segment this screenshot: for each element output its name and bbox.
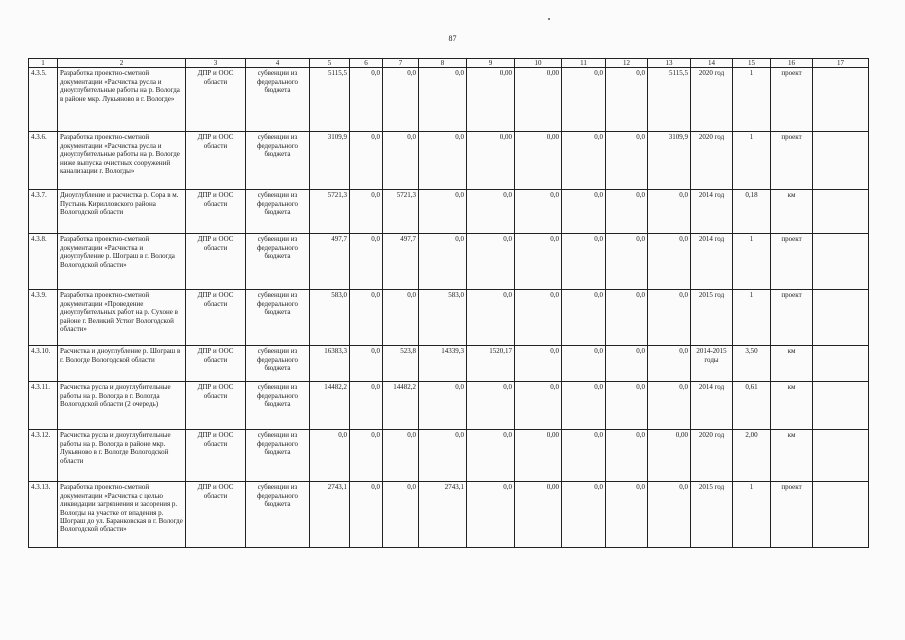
table-row <box>29 430 869 482</box>
cell-col8: 0,0 <box>419 430 467 482</box>
cell-col11: 0,0 <box>562 430 606 482</box>
row-number: 4.3.6. <box>29 132 58 190</box>
cell-col5: 5721,3 <box>310 190 350 234</box>
row-name: Расчистка и дноуглубление р. Шограш в г. Вологде Вологодской области <box>58 346 186 382</box>
cell-period: 2015 год <box>691 290 733 346</box>
cell-col13: 0,0 <box>648 234 691 290</box>
cell-col13: 5115,5 <box>648 68 691 132</box>
cell-col17 <box>813 68 869 132</box>
cell-col7: 14482,2 <box>383 382 419 430</box>
cell-col17 <box>813 346 869 382</box>
table-row <box>29 346 869 382</box>
table-row <box>29 132 869 190</box>
cell-col8: 0,0 <box>419 190 467 234</box>
row-executor: ДПР и ООС области <box>186 382 246 430</box>
cell-period: 2015 год <box>691 482 733 548</box>
cell-col13: 3109,9 <box>648 132 691 190</box>
cell-col8: 14339,3 <box>419 346 467 382</box>
cell-unit: проект <box>771 132 813 190</box>
cell-unit: км <box>771 346 813 382</box>
cell-quantity: 2,00 <box>733 430 771 482</box>
table-row <box>29 482 869 548</box>
cell-col8: 2743,1 <box>419 482 467 548</box>
cell-col7: 497,7 <box>383 234 419 290</box>
cell-quantity: 1 <box>733 290 771 346</box>
row-executor: ДПР и ООС области <box>186 68 246 132</box>
cell-col12: 0,0 <box>606 190 648 234</box>
cell-col17 <box>813 290 869 346</box>
cell-col7: 0,0 <box>383 430 419 482</box>
cell-col9: 0,0 <box>467 190 515 234</box>
cell-col12: 0,0 <box>606 234 648 290</box>
cell-col13: 0,0 <box>648 482 691 548</box>
cell-col17 <box>813 190 869 234</box>
cell-quantity: 1 <box>733 234 771 290</box>
cell-quantity: 0,61 <box>733 382 771 430</box>
budget-table <box>28 58 869 548</box>
cell-col13: 0,00 <box>648 430 691 482</box>
table-row <box>29 382 869 430</box>
column-header: 1 <box>29 59 58 68</box>
cell-unit: проект <box>771 68 813 132</box>
cell-col10: 0,0 <box>515 290 562 346</box>
cell-col11: 0,0 <box>562 290 606 346</box>
cell-col9: 0,00 <box>467 132 515 190</box>
row-executor: ДПР и ООС области <box>186 290 246 346</box>
cell-col12: 0,0 <box>606 290 648 346</box>
cell-col7: 5721,3 <box>383 190 419 234</box>
cell-col17 <box>813 430 869 482</box>
cell-col8: 0,0 <box>419 68 467 132</box>
row-executor: ДПР и ООС области <box>186 430 246 482</box>
cell-unit: км <box>771 190 813 234</box>
cell-col10: 0,00 <box>515 482 562 548</box>
cell-unit: проект <box>771 290 813 346</box>
header-row <box>29 59 869 68</box>
row-executor: ДПР и ООС области <box>186 190 246 234</box>
cell-col11: 0,0 <box>562 234 606 290</box>
cell-col11: 0,0 <box>562 190 606 234</box>
cell-col12: 0,0 <box>606 430 648 482</box>
column-header: 17 <box>813 59 869 68</box>
table-row <box>29 190 869 234</box>
cell-col8: 583,0 <box>419 290 467 346</box>
cell-col5: 583,0 <box>310 290 350 346</box>
row-number: 4.3.13. <box>29 482 58 548</box>
cell-period: 2014 год <box>691 190 733 234</box>
cell-quantity: 1 <box>733 68 771 132</box>
row-source: субвенции из федерального бюджета <box>246 346 310 382</box>
cell-col5: 5115,5 <box>310 68 350 132</box>
cell-unit: км <box>771 382 813 430</box>
cell-col13: 0,0 <box>648 346 691 382</box>
cell-quantity: 1 <box>733 132 771 190</box>
cell-col9: 0,0 <box>467 290 515 346</box>
cell-col12: 0,0 <box>606 68 648 132</box>
cell-col6: 0,0 <box>350 68 383 132</box>
cell-col11: 0,0 <box>562 482 606 548</box>
cell-col9: 1520,17 <box>467 346 515 382</box>
column-header: 11 <box>562 59 606 68</box>
cell-col13: 0,0 <box>648 190 691 234</box>
row-source: субвенции из федерального бюджета <box>246 68 310 132</box>
cell-col9: 0,0 <box>467 382 515 430</box>
row-number: 4.3.10. <box>29 346 58 382</box>
row-number: 4.3.12. <box>29 430 58 482</box>
column-header: 8 <box>419 59 467 68</box>
cell-col5: 497,7 <box>310 234 350 290</box>
cell-col10: 0,0 <box>515 346 562 382</box>
row-name: Расчистка русла и дноуглубительные работы на р. Вологда в г. Вологда Вологодской области (2 очередь) <box>58 382 186 430</box>
cell-col5: 16383,3 <box>310 346 350 382</box>
cell-col12: 0,0 <box>606 382 648 430</box>
cell-unit: проект <box>771 234 813 290</box>
cell-col17 <box>813 234 869 290</box>
cell-col12: 0,0 <box>606 132 648 190</box>
column-header: 10 <box>515 59 562 68</box>
scan-speck <box>548 18 550 20</box>
column-header: 13 <box>648 59 691 68</box>
cell-quantity: 0,18 <box>733 190 771 234</box>
row-executor: ДПР и ООС области <box>186 132 246 190</box>
cell-col10: 0,0 <box>515 190 562 234</box>
table-row <box>29 68 869 132</box>
cell-col13: 0,0 <box>648 382 691 430</box>
row-source: субвенции из федерального бюджета <box>246 482 310 548</box>
row-source: субвенции из федерального бюджета <box>246 430 310 482</box>
row-number: 4.3.9. <box>29 290 58 346</box>
cell-col7: 0,0 <box>383 68 419 132</box>
cell-col10: 0,00 <box>515 430 562 482</box>
cell-col7: 0,0 <box>383 482 419 548</box>
cell-period: 2020 год <box>691 430 733 482</box>
cell-col13: 0,0 <box>648 290 691 346</box>
row-executor: ДПР и ООС области <box>186 346 246 382</box>
row-executor: ДПР и ООС области <box>186 234 246 290</box>
cell-col6: 0,0 <box>350 190 383 234</box>
row-source: субвенции из федерального бюджета <box>246 132 310 190</box>
cell-col8: 0,0 <box>419 234 467 290</box>
row-name: Разработка проектно-сметной документации «Проведение дноуглубительных работ на р. Сухоне в районе г. Великий Устюг Вологодской области» <box>58 290 186 346</box>
cell-col5: 0,0 <box>310 430 350 482</box>
column-header: 15 <box>733 59 771 68</box>
cell-col11: 0,0 <box>562 382 606 430</box>
cell-col6: 0,0 <box>350 290 383 346</box>
cell-period: 2014 год <box>691 382 733 430</box>
cell-col6: 0,0 <box>350 482 383 548</box>
cell-col8: 0,0 <box>419 132 467 190</box>
column-header: 14 <box>691 59 733 68</box>
cell-col17 <box>813 482 869 548</box>
row-number: 4.3.5. <box>29 68 58 132</box>
cell-col10: 0,00 <box>515 68 562 132</box>
cell-period: 2014 год <box>691 234 733 290</box>
cell-col5: 3109,9 <box>310 132 350 190</box>
cell-col10: 0,00 <box>515 132 562 190</box>
cell-col11: 0,0 <box>562 68 606 132</box>
cell-col6: 0,0 <box>350 234 383 290</box>
column-header: 7 <box>383 59 419 68</box>
cell-quantity: 1 <box>733 482 771 548</box>
row-number: 4.3.11. <box>29 382 58 430</box>
column-header: 12 <box>606 59 648 68</box>
page-number: 87 <box>448 34 457 43</box>
table-row <box>29 290 869 346</box>
column-header: 2 <box>58 59 186 68</box>
row-source: субвенции из федерального бюджета <box>246 382 310 430</box>
table-body <box>29 68 869 548</box>
cell-col7: 523,8 <box>383 346 419 382</box>
column-header: 3 <box>186 59 246 68</box>
cell-col8: 0,0 <box>419 382 467 430</box>
cell-col9: 0,00 <box>467 68 515 132</box>
cell-col12: 0,0 <box>606 482 648 548</box>
column-header: 5 <box>310 59 350 68</box>
column-header: 16 <box>771 59 813 68</box>
cell-col5: 14482,2 <box>310 382 350 430</box>
cell-col6: 0,0 <box>350 346 383 382</box>
row-name: Расчистка русла и дноуглубительные работы на р. Вологда в районе мкр. Лукьяново в г. Вологде Вологодской области <box>58 430 186 482</box>
table-row <box>29 234 869 290</box>
cell-col9: 0,0 <box>467 234 515 290</box>
cell-col9: 0,0 <box>467 482 515 548</box>
cell-col12: 0,0 <box>606 346 648 382</box>
row-source: субвенции из федерального бюджета <box>246 290 310 346</box>
cell-col6: 0,0 <box>350 430 383 482</box>
cell-period: 2020 год <box>691 68 733 132</box>
cell-period: 2020 год <box>691 132 733 190</box>
cell-col6: 0,0 <box>350 132 383 190</box>
cell-quantity: 3,50 <box>733 346 771 382</box>
row-name: Дноуглубление и расчистка р. Сора в м. Пустынь Кирилловского района Вологодской области <box>58 190 186 234</box>
cell-col10: 0,0 <box>515 234 562 290</box>
row-name: Разработка проектно-сметной документации «Расчистка русла и дноуглубительные работы на р. Вологде ниже выпуска очистных сооружений канализации г. Вологды» <box>58 132 186 190</box>
cell-col7: 0,0 <box>383 290 419 346</box>
cell-col11: 0,0 <box>562 346 606 382</box>
row-name: Разработка проектно-сметной документации «Расчистка и дноуглубление р. Шограш в г. Вологда Вологодской области» <box>58 234 186 290</box>
row-source: субвенции из федерального бюджета <box>246 190 310 234</box>
cell-col10: 0,0 <box>515 382 562 430</box>
cell-col11: 0,0 <box>562 132 606 190</box>
row-number: 4.3.7. <box>29 190 58 234</box>
row-name: Разработка проектно-сметной документации «Расчистка русла и дноуглубительные работы на р. Вологда в районе мкр. Лукьяново в г. Вологде» <box>58 68 186 132</box>
cell-col5: 2743,1 <box>310 482 350 548</box>
cell-col17 <box>813 382 869 430</box>
cell-col9: 0,0 <box>467 430 515 482</box>
column-header: 6 <box>350 59 383 68</box>
row-number: 4.3.8. <box>29 234 58 290</box>
cell-col6: 0,0 <box>350 382 383 430</box>
cell-period: 2014-2015 годы <box>691 346 733 382</box>
row-source: субвенции из федерального бюджета <box>246 234 310 290</box>
cell-col7: 0,0 <box>383 132 419 190</box>
column-header: 4 <box>246 59 310 68</box>
column-header: 9 <box>467 59 515 68</box>
row-executor: ДПР и ООС области <box>186 482 246 548</box>
cell-unit: км <box>771 430 813 482</box>
row-name: Разработка проектно-сметной документации «Расчистка с целью ликвидации загрязнения и засорения р. Вологды на участке от впадения р. Шограш до ул. Баранковская в г. Вологде Вологодской области» <box>58 482 186 548</box>
cell-col17 <box>813 132 869 190</box>
cell-unit: проект <box>771 482 813 548</box>
